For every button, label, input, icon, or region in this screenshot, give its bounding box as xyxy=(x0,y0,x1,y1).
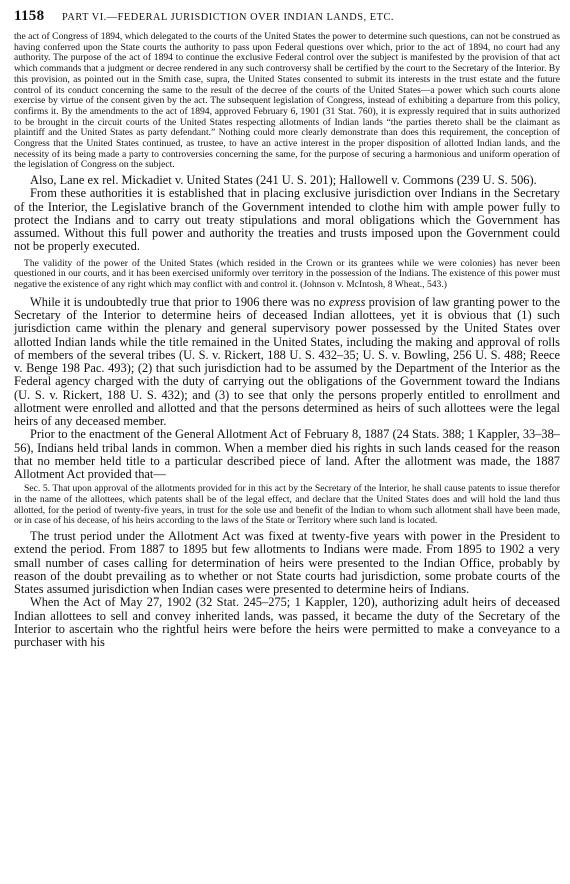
emphasis-express: express xyxy=(328,294,366,309)
allotment-act-paragraph: Prior to the enactment of the General Allotment Act of February 8, 1887 (24 Stats. 388; 1 Kappler, 33–38–56), Indians held tribal lands in common. When a member died his rights in such lands ceased for the reason that no member held title to a particular described piece of land. After the allotment was made, the 1887 Allotment Act provided that— xyxy=(14,427,560,481)
quoted-opinion-continuation: the act of Congress of 1894, which delegated to the courts of the United States the power to determine such questions, can not be construed as having conferred upon the State courts the authority to pass upon Federal questions over which, prior to the act of 1894, no court had any authority. The purpose of the act of 1894 to continue the exclusive Federal control over the subject is manifested by the provision of that act which commands that a judgment or decree rendered in any such controversy shall be certified by the court to the Secretary of the Interior. By this provision, as pointed out in the Smith case, supra, the United States consented to submit its interests in the trust estate and the future control of its conduct concerning the same to the result of the decree of the courts of the United States—a power which such courts alone exercise by virtue of the consent given by the act. The subsequent legislation of Congress, instead of exhibiting a departure from this policy, confirms it. By the amendments to the act of 1894, approved February 6, 1901 (31 Stat. 760), it is expressly required that in suits authorized to be brought in the circuit courts of the United States respecting allotments of Indian lands “the parties thereto shall be the claimant as plaintiff and the United States as party defendant.” Nothing could more clearly demonstrate than does this requirement, the conception of Congress that the United States continued, as trustee, to have an active interest in the proper disposition of allotted Indian lands, and the necessity of its being made a party to controversies concerning the same, for the purpose of securing a harmonious and uniform operation of the legislation of Congress on the subject. xyxy=(14,31,560,171)
trust-period-paragraph: The trust period under the Allotment Act was fixed at twenty-five years with power in the President to extend the period. From 1887 to 1895 but few allotments to Indians were made. From 1895 to 1902 a very small number of cases calling for determination of heirs were presented to the Indian Office, probably by reason of the doubt prevailing as to whether or not State courts had jurisdiction, some probate courts of the States assumed jurisdiction when Indian cases were presented to determine heirs of Indians. xyxy=(14,529,560,597)
quoted-validity-paragraph: The validity of the power of the United States (which resided in the Crown or its grantees while we were colonies) has never been questioned in our courts, and it has been exercised uniformly over territory in the possession of the Indians. The existence of this power must negative the existence of any right which may conflict with and control it. (Johnson v. McIntosh, 8 Wheat., 543.) xyxy=(14,257,560,291)
running-title: PART VI.—FEDERAL JURISDICTION OVER INDIAN LANDS, ETC. xyxy=(62,12,395,23)
quoted-section-5: Sec. 5. That upon approval of the allotments provided for in this act by the Secretary of the Interior, he shall cause patents to issue therefor in the name of the allottees, which patents shall be of the legal effect, and declare that the United States does and will hold the land thus allotted, for the period of twenty-five years, in trust for the sole use and benefit of the Indian to whom such allotment shall have been made, or in case of his decease, of his heirs according to the laws of the State or Territory where such land is located. xyxy=(14,483,560,527)
authorities-paragraph: From these authorities it is established that in placing exclusive jurisdiction over Indians in the Secretary of the Interior, the Legislative branch of the Government intended to clothe him with ample power fully to protect the Indians and to carry out treaty stipulations and moral obligations which the Government has assumed. Without this full power and authority the treaties and trusts imposed upon the Government could not be properly executed. xyxy=(14,186,560,254)
page-number: 1158 xyxy=(14,8,45,24)
act-1902-paragraph: When the Act of May 27, 1902 (32 Stat. 245–275; 1 Kappler, 120), authorizing adult heirs of deceased Indian allottees to sell and convey inherited lands, was passed, it became the duty of the Secretary of the Interior to ascertain who the rightful heirs were before the heirs were permitted to make a conveyance to a purchaser with his xyxy=(14,595,560,650)
running-header xyxy=(14,8,560,28)
jurisdiction-paragraph xyxy=(14,296,560,429)
jurisdiction-text-start: While it is undoubtedly true that prior to 1906 there was no xyxy=(30,294,329,309)
citation-paragraph: Also, Lane ex rel. Mickadiet v. United States (241 U. S. 201); Hallowell v. Commons (239 U. S. 506). xyxy=(30,173,537,188)
jurisdiction-text-rest: provision of law granting power to the Secretary of the Interior to determine heirs of deceased Indian allottees, yet it is obvious that (1) such jurisdiction came within the plenary and general supervisory power possessed by the United States over allotted Indian lands while the title remained in the United States, including the making and approval of rolls of members of the several tribes (U. S. v. Rickert, 188 U. S. 432–35; U. S. v. Bowling, 256 U. S. 488; Reece v. Benge 198 Pac. 493); (2) that such jurisdiction had to be assumed by the Department of the Interior as the Federal agency charged with the duty of carrying out the obligations of the Government toward the Indians (U. S. v. Rickert, 188 U. S. 432); and (3) to see that only the persons properly entitled to enrollment and allotment were enrolled and allotted and that the persons determined as heirs of such allottees were the legal heirs of any deceased member. xyxy=(14,294,560,428)
